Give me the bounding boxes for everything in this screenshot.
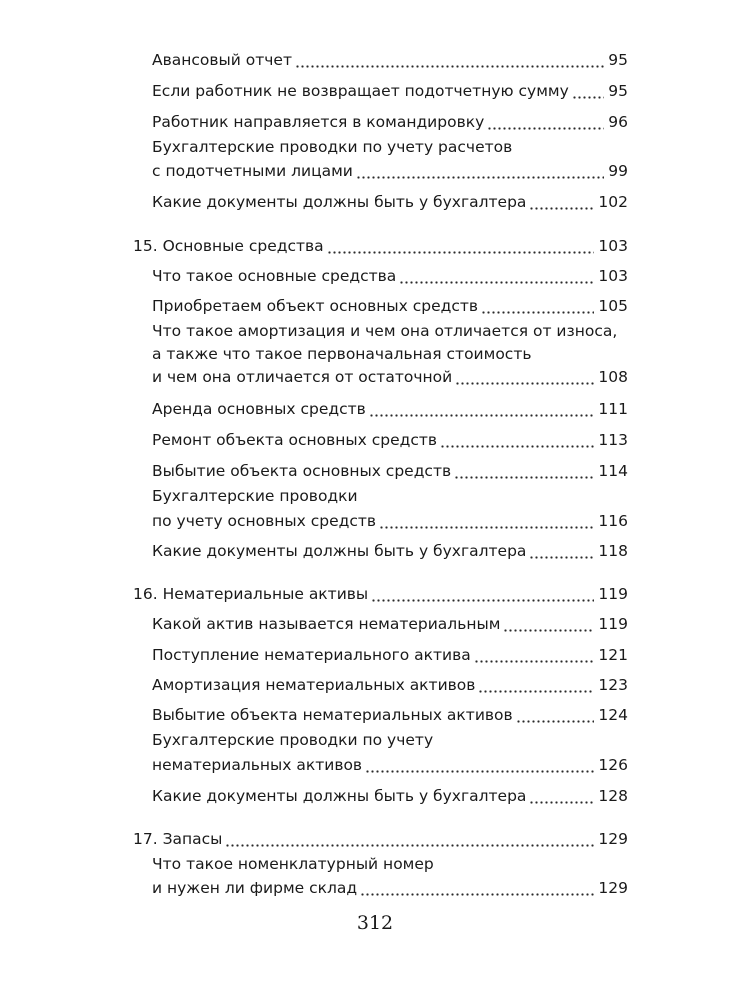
toc-entry (152, 290, 628, 316)
toc-entry-title: Если работник не возвращает подотчетную сумму (152, 82, 569, 100)
toc-entry (152, 260, 628, 286)
dot-leader (474, 645, 595, 665)
toc-entry (152, 872, 628, 898)
toc-chapter-entry (133, 578, 628, 604)
toc-entry-title: и нужен ли фирме склад (152, 879, 358, 897)
toc-entry-title: Выбытие объекта основных средств (152, 462, 452, 480)
toc-entry-page: 121 (598, 646, 628, 664)
toc-entry-title: Какие документы должны быть у бухгалтера (152, 787, 527, 805)
toc-entry-title: с подотчетными лицами (152, 162, 353, 180)
toc-chapter-entry (133, 230, 628, 256)
dot-leader (327, 236, 595, 256)
dot-leader (440, 430, 594, 450)
toc-entry-page: 119 (598, 585, 628, 603)
toc-entry-title-line: Бухгалтерские проводки (152, 487, 358, 505)
dot-leader (365, 755, 594, 775)
toc-entry-title-line: Что такое номенклатурный номер (152, 855, 434, 873)
toc-entry-title: Поступление нематериального актива (152, 646, 471, 664)
toc-entry (152, 155, 628, 181)
toc-chapter-title: 17. Запасы (133, 830, 223, 848)
toc-entry-page: 99 (608, 162, 628, 180)
dot-leader (360, 878, 594, 898)
toc-chapter-title: 16. Нематериальные активы (133, 585, 369, 603)
toc-entry (152, 639, 628, 665)
toc-entry-title: по учету основных средств (152, 512, 377, 530)
toc-chapter-title: 15. Основные средства (133, 237, 324, 255)
toc-entry-title-line: а также что такое первоначальная стоимость (152, 345, 532, 363)
toc-entry-page: 124 (598, 706, 628, 724)
toc-entry-page: 126 (598, 756, 628, 774)
toc-entry-page: 95 (608, 51, 628, 69)
dot-leader (399, 266, 594, 286)
toc-entry-title: Ремонт объекта основных средств (152, 431, 438, 449)
toc-entry (152, 749, 628, 775)
toc-chapter-entry (133, 823, 628, 849)
toc-entry-page: 102 (598, 193, 628, 211)
toc-entry (152, 75, 628, 101)
toc-entry-page: 105 (598, 297, 628, 315)
dot-leader (516, 705, 595, 725)
toc-entry-page: 96 (608, 113, 628, 131)
toc-entry (152, 505, 628, 531)
dot-leader (225, 829, 594, 849)
toc-entry-page: 119 (598, 615, 628, 633)
toc-entry-title-line: Бухгалтерские проводки по учету расчетов (152, 138, 513, 156)
toc-entry-title: Аренда основных средств (152, 400, 366, 418)
toc-entry (152, 699, 628, 725)
dot-leader (481, 296, 594, 316)
toc-entry-title-line: Бухгалтерские проводки по учету (152, 731, 434, 749)
toc-entry (152, 393, 628, 419)
toc-entry-page: 128 (598, 787, 628, 805)
toc-entry-title-line: Что такое амортизация и чем она отличается от износа, (152, 322, 618, 340)
toc-entry-title: Какой актив называется нематериальным (152, 615, 501, 633)
toc-entry-title: Какие документы должны быть у бухгалтера (152, 542, 527, 560)
toc-entry (152, 780, 628, 806)
toc-entry-page: 123 (598, 676, 628, 694)
toc-entry-title: Выбытие объекта нематериальных активов (152, 706, 513, 724)
toc-entry (152, 424, 628, 450)
dot-leader (356, 161, 604, 181)
dot-leader (572, 81, 605, 101)
dot-leader (295, 50, 604, 70)
toc-entry-page: 129 (598, 830, 628, 848)
toc-entry-page: 113 (598, 431, 628, 449)
toc-entry (152, 669, 628, 695)
toc-entry (152, 608, 628, 634)
toc-entry-title: Приобретаем объект основных средств (152, 297, 479, 315)
toc-entry-page: 118 (598, 542, 628, 560)
toc-entry-page: 116 (598, 512, 628, 530)
toc-entry (152, 535, 628, 561)
toc-entry-title: Работник направляется в командировку (152, 113, 485, 131)
dot-leader (454, 461, 594, 481)
toc-entry-title: Амортизация нематериальных активов (152, 676, 476, 694)
toc-entry-page: 95 (608, 82, 628, 100)
toc-entry-page: 103 (598, 237, 628, 255)
toc-entry-page: 114 (598, 462, 628, 480)
dot-leader (379, 511, 594, 531)
toc-entry-title: Что такое основные средства (152, 267, 397, 285)
toc-entry-title: Авансовый отчет (152, 51, 292, 69)
toc-entry (152, 186, 628, 212)
dot-leader (369, 399, 595, 419)
page-number: 312 (356, 912, 394, 934)
toc-entry (152, 106, 628, 132)
toc-entry (152, 455, 628, 481)
toc-entry-title: нематериальных активов (152, 756, 363, 774)
toc-entry-page: 129 (598, 879, 628, 897)
toc-entry-page: 103 (598, 267, 628, 285)
toc-entry-page: 108 (598, 368, 628, 386)
dot-leader (487, 112, 604, 132)
dot-leader (529, 786, 594, 806)
dot-leader (371, 584, 594, 604)
toc-entry-page: 111 (598, 400, 628, 418)
dot-leader (455, 367, 594, 387)
dot-leader (529, 541, 594, 561)
toc-entry (152, 361, 628, 387)
dot-leader (529, 192, 594, 212)
toc-entry (152, 44, 628, 70)
toc-entry-title: Какие документы должны быть у бухгалтера (152, 193, 527, 211)
dot-leader (478, 675, 594, 695)
toc-entry-title: и чем она отличается от остаточной (152, 368, 453, 386)
dot-leader (503, 614, 594, 634)
